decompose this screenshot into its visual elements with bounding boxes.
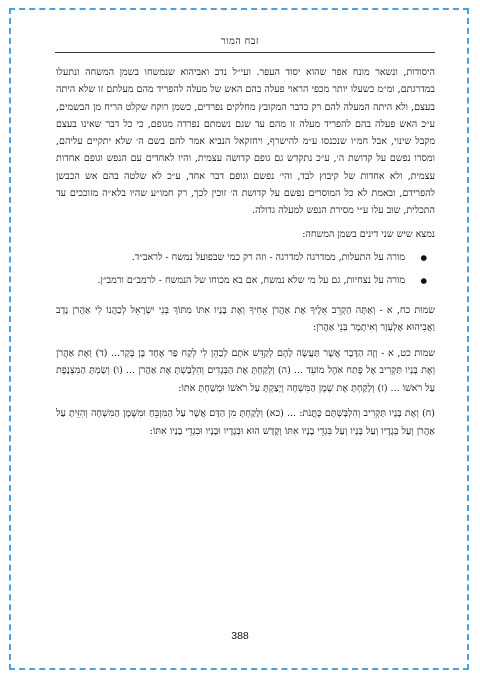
- page-number: 388: [231, 630, 249, 642]
- verse-quote: שמות כח, א - וְאַתָּה הַקְרֵב אֵלֶיךָ אֶת אַהֲרֹן אָחִיךָ וְאֶת בָּנָיו אִתּוֹ מִתּוֹךְ בְּנֵי יִשְׂרָאֵל לְכַהֲנוֹ לִי אַהֲרֹן נָדָב וַאֲבִיהוּא אֶלְעָזָר וְאִיתָמָר בְּנֵי אַהֲרֹן:: [56, 304, 435, 334]
- verse-quote: (ח) וְאֶת בָּנָיו תַּקְרִיב וְהִלְבַּשְׁתָּם כֻּתֳּנֹת: ... (כא) וְלָקַחְתָּ מִן הַדָּם אֲשֶׁר עַל הַמִּזְבֵּחַ וּמִשֶּׁמֶן הַמִּשְׁחָה וְהִזֵּיתָ עַל אַהֲרֹן וְעַל בְּגָדָיו וְעַל בָּנָיו וְעַל בִּגְדֵי בָנָיו אִתּוֹ וְקָדַשׁ הוּא וּבְגָדָיו וּבָנָיו וּבִגְדֵי בָנָיו אִתּוֹ:: [56, 408, 435, 437]
- page-content: [56, 64, 435, 440]
- running-header: זבח המור: [220, 36, 260, 47]
- opening-paragraph: היסודות, ונשאר מונח אפר שהוא יסוד העפר. ועי״ל נדב ואביהוא שנמשחו בשמן המשחה ונתעלו במדרגתם, ומ״מ כשעלו יותר מכפי הראוי פעלה בהם האש של מעלה להפריד מהם מעלתם זו שלא היתה בעצם, ולא היתה המעלה להם רק כדבר המקובץ מחלקים נפרדים, כשמן רוקח שקלט הריח מן הבשמים, ע״כ האש פעלה בהם להפריד מעלה זו מהם עד שגם נשמתם נפרדה מגופם, כי כל דבר שאינו בעצם מקבל שינוי, אבל חמ״ו שנכנסו ע״מ להישרף, ויחזקאל הנביא אמר להם בשם ה׳ שלא יתקיים עליהם, ומסרו נפשם על קדושת ה׳, ע״כ נתקדש גם גופם קדושה עצמית, והיו לאחדים עם הנפש וגופם אחדות עצמית, ולא אחדות של קיבוץ לבד, והי׳ נפשם וגופם דבר אחד, ע״כ לא שלטה בהם אש הכבשן להפרידם, ובאמת לא כל המוסרים נפשם על קדושת ה׳ זוכין לכך, רק חמו״ע שהיו בלא״ה מזוככים עד התכלית, שוב עלו ע״י מסירת הנפש למעלה גדולה.: [56, 67, 435, 217]
- bullet-list: [56, 249, 435, 290]
- verse-quote: שמות כט, א - וְזֶה הַדָּבָר אֲשֶׁר תַּעֲשֶׂה לָהֶם לְקַדֵּשׁ אֹתָם לְכַהֵן לִי לְקַח פַּר אֶחָד בֶּן בָּקָר... (ד) וְאֶת אַהֲרֹן וְאֶת בָּנָיו תַּקְרִיב אֶל פֶּתַח אֹהֶל מוֹעֵד ... (ה) וְלָקַחְתָּ אֶת הַבְּגָדִים וְהִלְבַּשְׁתָּ אֶת אַהֲרֹן ... (ו) וְשַׂמְתָּ הַמִּצְנֶפֶת עַל רֹאשׁוֹ ... (ז) וְלָקַחְתָּ אֶת שֶׁמֶן הַמִּשְׁחָה וְיָצַקְתָּ עַל רֹאשׁוֹ וּמָשַׁחְתָּ אֹתוֹ:: [56, 347, 435, 394]
- list-item: ● מורה על נצחיות, גם על מי שלא נמשח, אם בא מכוחו של הנמשח - לרמב״ם ורמב״ן.: [56, 272, 405, 289]
- header-divider: [55, 52, 435, 53]
- list-item: ● מורה על התעלות, ממדרגה למדרגה - וזה רק כמי שבפועל נמשח - לראב״ד.: [56, 249, 405, 266]
- section-intro: נמצא שיש שני דינים בשמן המשחה:: [302, 228, 435, 240]
